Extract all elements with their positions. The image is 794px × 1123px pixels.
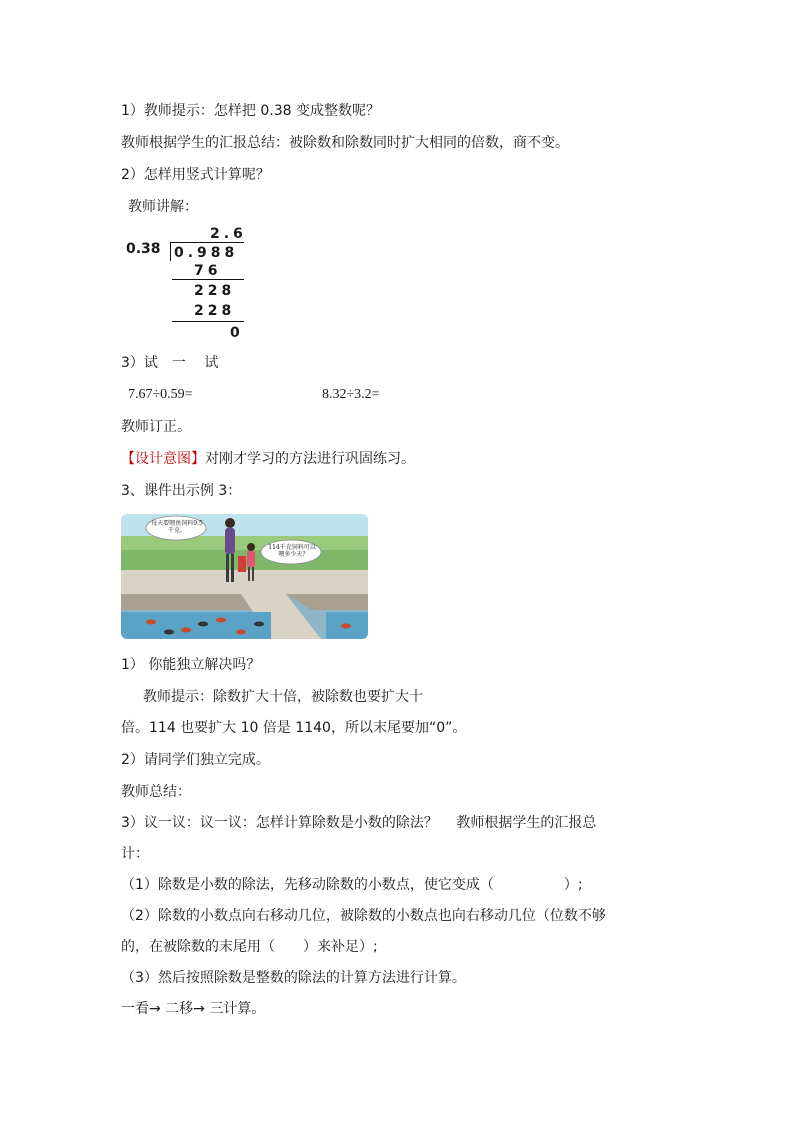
line-complete: 2）请同学们独立完成。 <box>121 752 270 768</box>
line-teacher-summary: 教师总结： <box>121 784 191 800</box>
speech-bubble-left: 每天要喂鱼饲料9.5千克。 <box>151 520 203 534</box>
design-intent-text: 对刚才学习的方法进行巩固练习。 <box>205 451 415 467</box>
rule-item-3: （3）然后按照除数是整数的除法的计算方法进行计算。 <box>121 970 466 986</box>
long-division-figure <box>120 222 246 342</box>
line-teacher-explain: 教师讲解： <box>128 199 198 215</box>
exercise-1: 7.67÷0.59= <box>128 387 193 402</box>
design-intent-label: 【设计意图】 <box>121 451 205 467</box>
division-bar <box>170 242 244 243</box>
line-summary-1: 教师根据学生的汇报总结：被除数和除数同时扩大相同的倍数，商不变。 <box>121 135 569 151</box>
example-illustration <box>121 514 368 639</box>
step-subtract-1: 76 <box>194 263 222 279</box>
speech-bubble-right: 114千克饲料可以喂多少天? <box>268 544 316 558</box>
rule-item-1: （1）除数是小数的除法，先移动除数的小数点，使它变成（ ）; <box>121 877 583 893</box>
remainder: 0 <box>230 325 244 341</box>
line-discuss-cont: 计： <box>121 846 149 862</box>
quotient: 2.6 <box>210 226 247 242</box>
rule-item-2: （2）除数的小数点向右移动几位，被除数的小数点也向右移动几位（位数不够 <box>121 908 606 924</box>
line-hint-2-cont: 倍。114 也要扩大 10 倍是 1140，所以末尾要加“0”。 <box>121 720 467 736</box>
line-question-solve: 1） 你能独立解决吗？ <box>121 657 261 673</box>
dividend: 0.988 <box>174 245 239 261</box>
step-carry-1: 228 <box>194 283 236 299</box>
step-subtract-2: 228 <box>194 303 236 319</box>
rule-item-2-cont: 的，在被除数的末尾用（ ）来补足）; <box>121 939 378 955</box>
divisor: 0.38 <box>126 241 161 257</box>
line-hint-2: 教师提示：除数扩大十倍，被除数也要扩大十 <box>143 689 423 705</box>
division-bracket <box>170 243 171 261</box>
line-correct: 教师订正。 <box>121 419 191 435</box>
line-hint-1: 1）教师提示：怎样把 0.38 变成整数呢？ <box>121 103 380 119</box>
rule-2 <box>172 321 244 322</box>
line-question-2: 2）怎样用竖式计算呢？ <box>121 167 270 183</box>
line-design-intent <box>121 450 415 468</box>
line-example-3: 3、课件出示例 3： <box>121 483 242 499</box>
exercise-2: 8.32÷3.2= <box>322 387 380 402</box>
line-discuss: 3）议一议：议一议：怎样计算除数是小数的除法？ 教师根据学生的汇报总 <box>121 815 597 831</box>
line-steps: 一看→ 二移→ 三计算。 <box>121 1001 266 1017</box>
rule-1 <box>172 279 244 280</box>
line-try: 3）试 一 试 <box>121 355 219 371</box>
